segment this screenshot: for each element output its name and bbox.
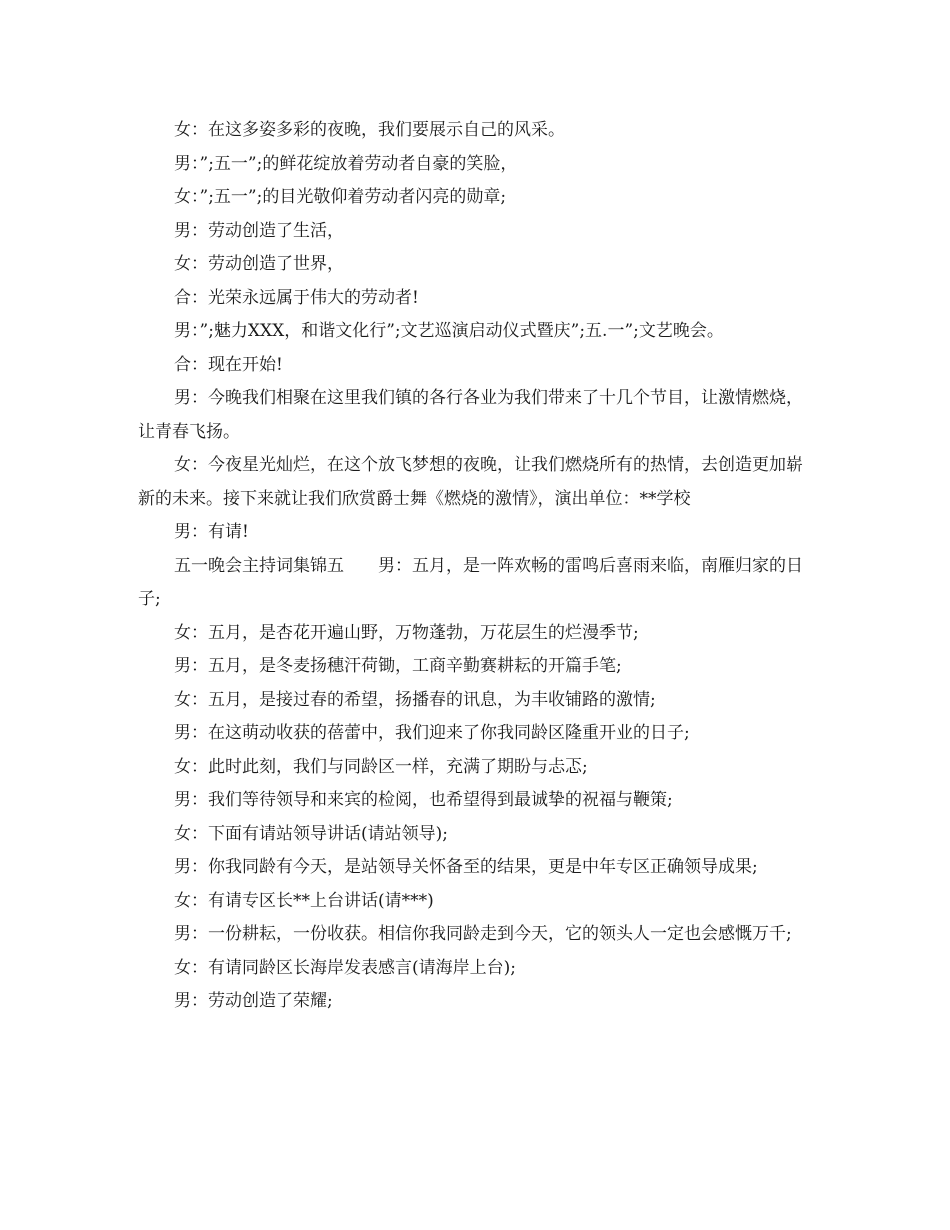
paragraph: 男：五月，是冬麦扬穗汗荷锄，工商辛勤赛耕耘的开篇手笔; <box>174 656 622 676</box>
paragraph: 女：有请同龄区长海岸发表感言(请海岸上台); <box>174 957 516 978</box>
paragraph: 五一晚会主持词集锦五 男：五月，是一阵欢畅的雷鸣后喜雨来临，南雁归家的日子; <box>138 555 803 609</box>
document-body <box>138 114 818 1019</box>
paragraph: 男：你我同龄有今天，是站领导关怀备至的结果，更是中年专区正确领导成果; <box>174 857 758 877</box>
paragraph: 女：今夜星光灿烂，在这个放飞梦想的夜晚，让我们燃烧所有的热情，去创造更加崭新的未来。接下来就让我们欣赏爵士舞《燃烧的激情》，演出单位：**学校 <box>138 455 803 509</box>
paragraph: 男：有请! <box>174 522 249 542</box>
paragraph: 男：”;魅力XXX，和谐文化行”;文艺巡演启动仪式暨庆”;五.一”;文艺晚会。 <box>174 321 724 341</box>
paragraph: 女：”;五一”;的目光敬仰着劳动者闪亮的勋章; <box>174 187 507 207</box>
paragraph: 女：有请专区长**上台讲话(请***) <box>174 890 434 911</box>
paragraph: 女：在这多姿多彩的夜晚，我们要展示自己的风采。 <box>174 120 565 140</box>
paragraph: 女：五月，是杏花开遍山野，万物蓬勃，万花层生的烂漫季节; <box>174 622 639 643</box>
paragraph: 女：下面有请站领导讲话(请站领导); <box>174 823 448 844</box>
paragraph: 合：光荣永远属于伟大的劳动者! <box>174 287 419 308</box>
paragraph: 女：五月，是接过春的希望，扬播春的讯息，为丰收铺路的激情; <box>174 689 656 710</box>
paragraph: 男：”;五一”;的鲜花绽放着劳动者自豪的笑脸， <box>174 153 518 174</box>
paragraph: 女：劳动创造了世界， <box>174 254 344 274</box>
paragraph: 男：一份耕耘，一份收获。相信你我同龄走到今天，它的领头人一定也会感慨万千; <box>174 924 792 944</box>
paragraph: 男：劳动创造了生活， <box>174 220 344 241</box>
paragraph: 合：现在开始! <box>174 354 283 375</box>
paragraph: 男：今晚我们相聚在这里我们镇的各行各业为我们带来了十几个节目，让激情燃烧，让青春飞扬。 <box>138 388 803 442</box>
paragraph: 男：劳动创造了荣耀; <box>174 991 333 1011</box>
paragraph: 女：此时此刻，我们与同龄区一样，充满了期盼与忐忑; <box>174 756 588 777</box>
paragraph: 男：我们等待领导和来宾的检阅，也希望得到最诚挚的祝福与鞭策; <box>174 790 673 810</box>
paragraph: 男：在这萌动收获的蓓蕾中，我们迎来了你我同龄区隆重开业的日子; <box>174 723 690 743</box>
